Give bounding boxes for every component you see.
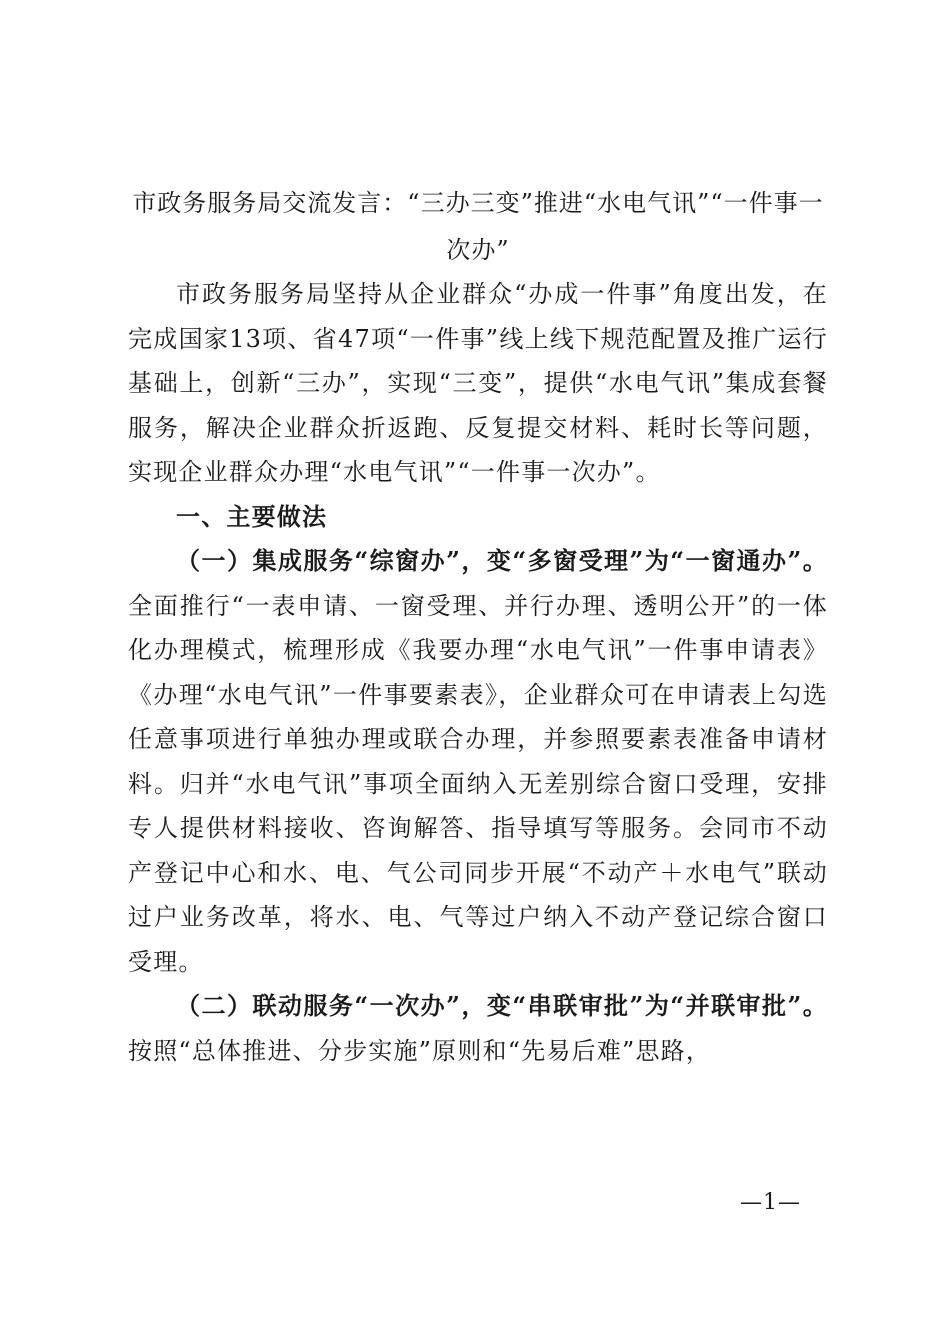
section-heading-main-practices: 一、主要做法 — [176, 502, 328, 531]
item-2-paragraph — [128, 984, 828, 1073]
item-1-paragraph — [128, 539, 828, 984]
intro-paragraph: 市政务服务局坚持从企业群众“办成一件事”角度出发，在完成国家13项、省47项“一件事”线上线下规范配置及推广运行基础上，创新“三办”，实现“三变”，提供“水电气讯”集成套餐服务，解决企业群众折返跑、反复提交材料、耗时长等问题，实现企业群众办理“水电气讯”“一件事一次办”。 — [128, 280, 828, 486]
item-1-heading: （一）集成服务“综窗办”，变“多窗受理”为“一窗通办”。 — [176, 546, 828, 575]
page-number: —1— — [740, 1190, 801, 1215]
document-body — [128, 272, 828, 1073]
item-2-body: 按照“总体推进、分步实施”原则和“先易后难”思路， — [128, 1036, 712, 1065]
document-title: 市政务服务局交流发言：“三办三变”推进“水电气讯”“一件事一次办” — [132, 189, 824, 264]
item-1-body: 全面推行“一表申请、一窗受理、并行办理、透明公开”的一体化办理模式，梳理形成《我要办理“水电气讯”一件事申请表》《办理“水电气讯”一件事要素表》，企业群众可在申请表上勾选任意事项进行单独办理或联合办理，并参照要素表准备申请材料。归并“水电气讯”事项全面纳入无差别综合窗口受理，安排专人提供材料接收、咨询解答、指导填写等服务。会同市不动产登记中心和水、电、气公司同步开展“不动产＋水电气”联动过户业务改革，将水、电、气等过户纳入不动产登记综合窗口受理。 — [128, 591, 828, 976]
item-2-heading: （二）联动服务“一次办”，变“串联审批”为“并联审批”。 — [176, 991, 828, 1020]
